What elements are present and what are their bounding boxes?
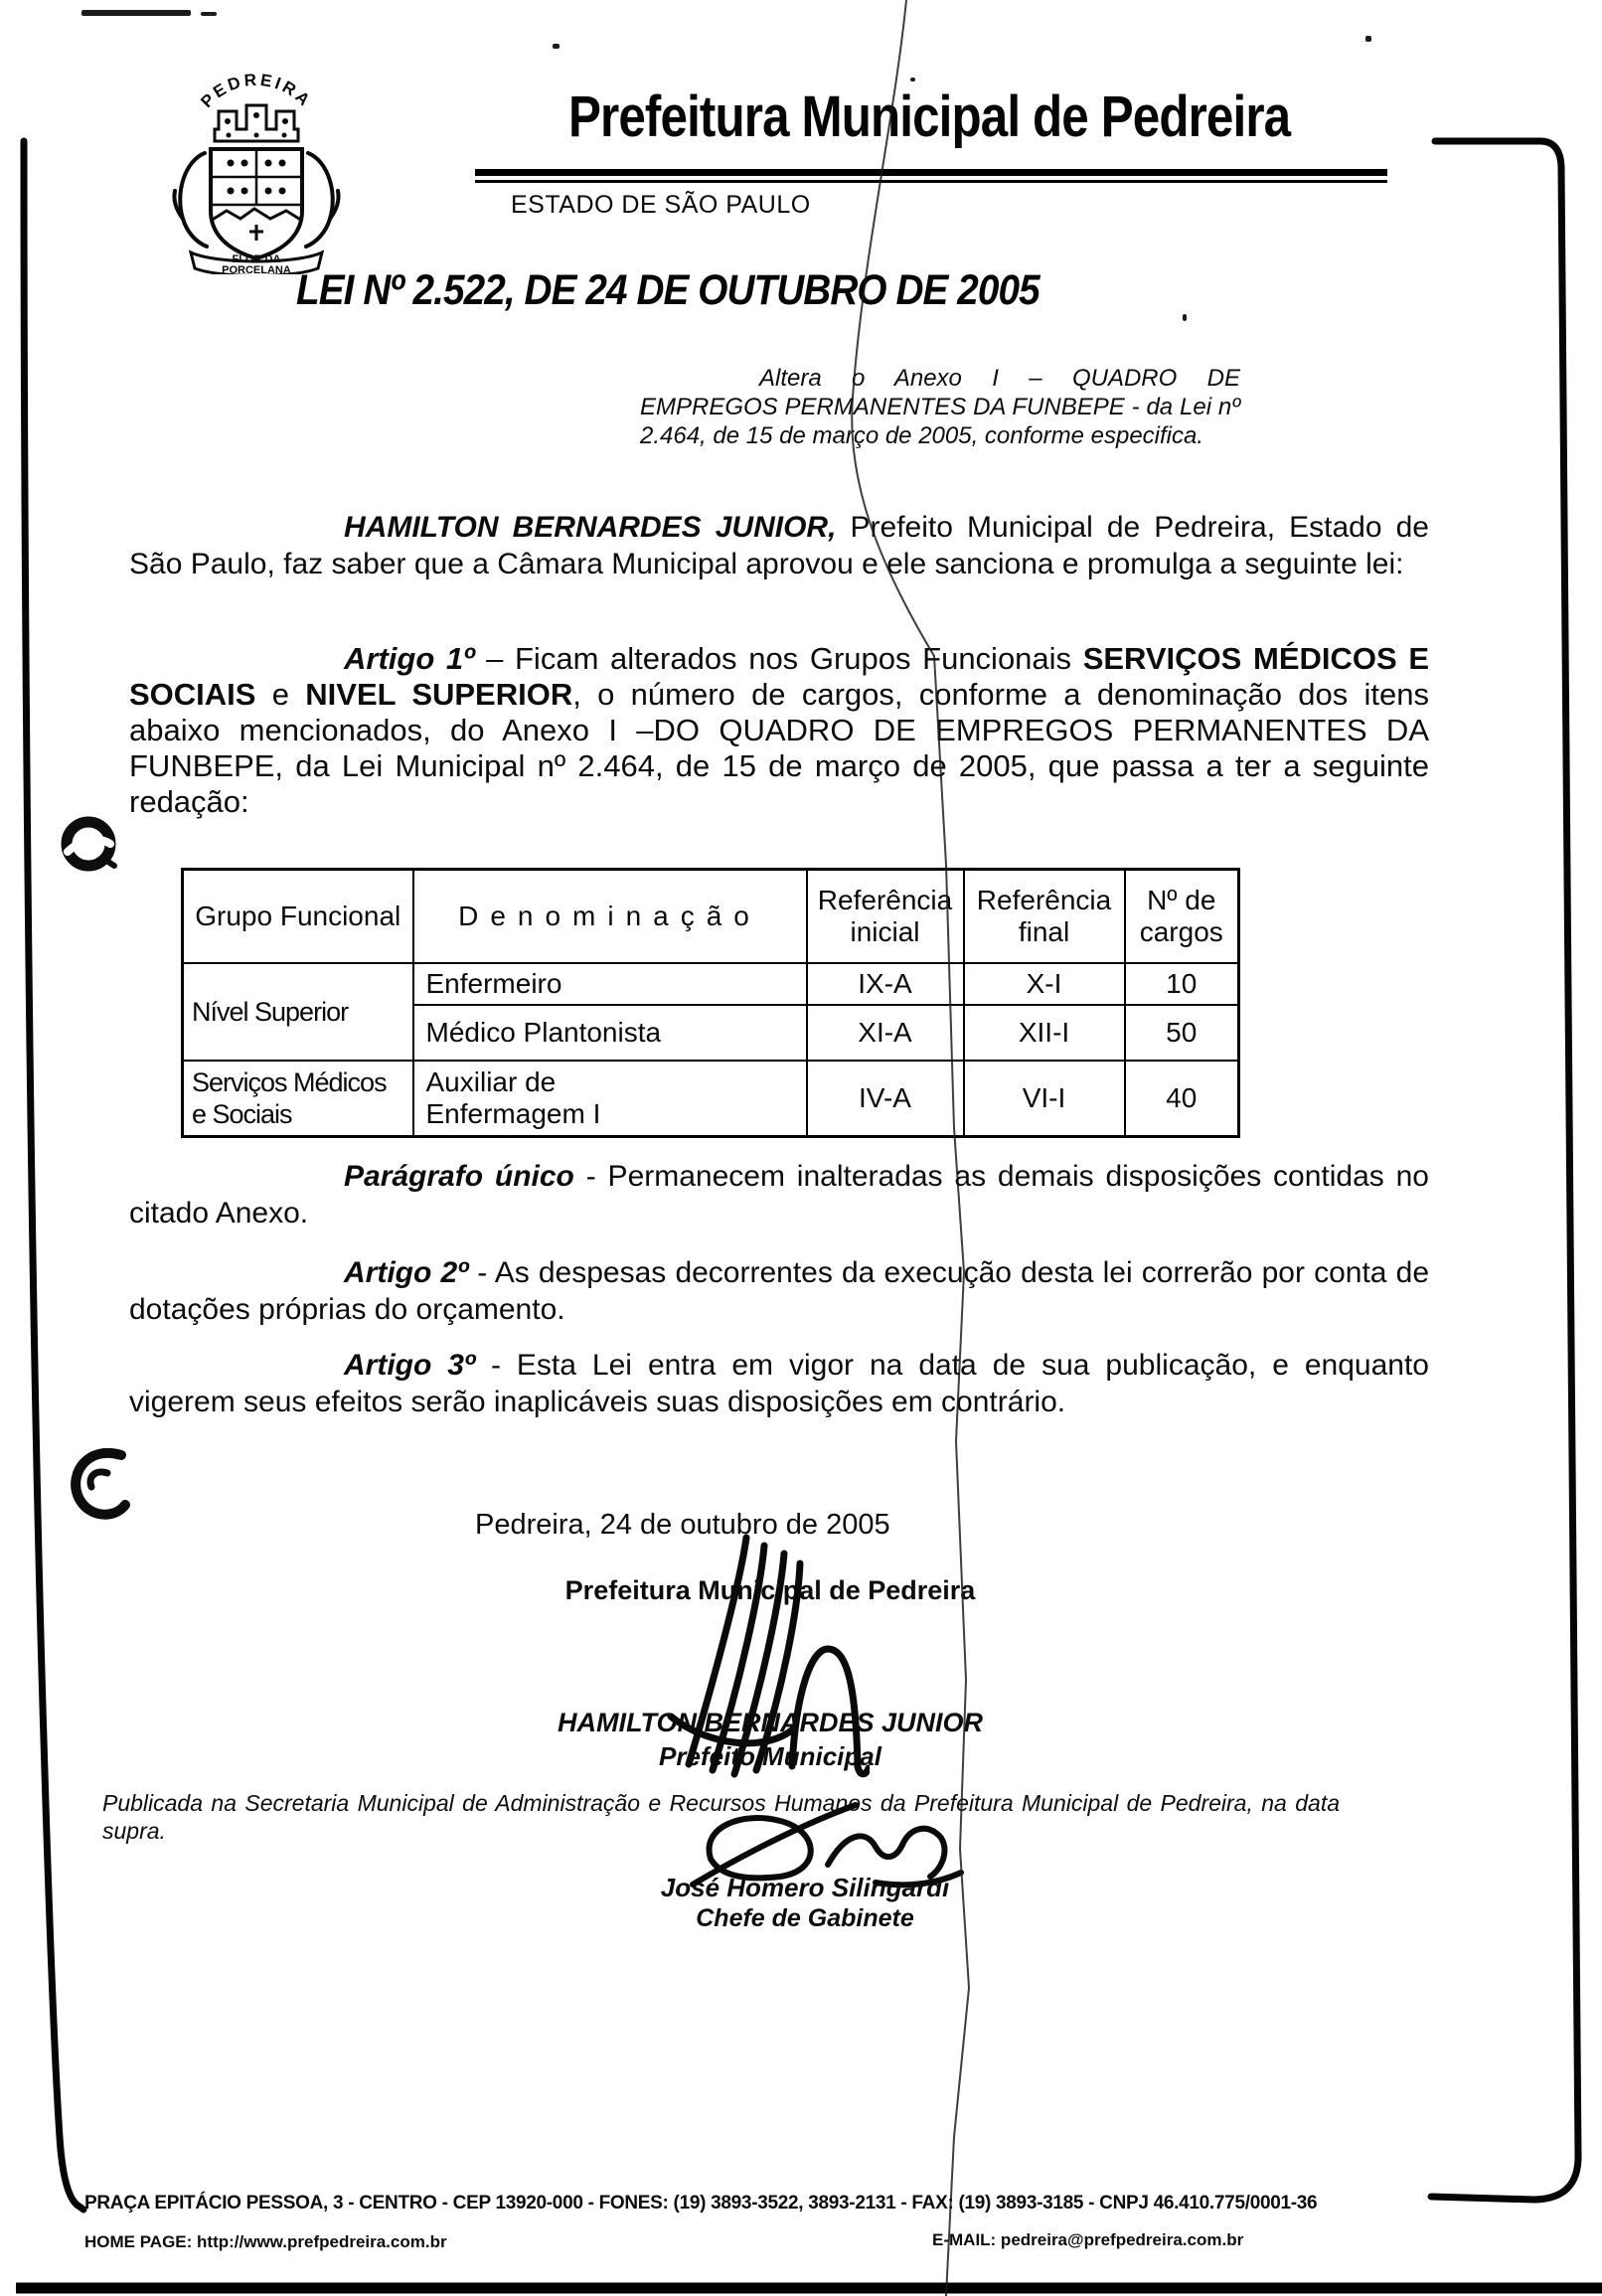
cell-ref-final: XII-I (964, 1005, 1125, 1061)
law-title: LEI Nº 2.522, DE 24 DE OUTUBRO DE 2005 (296, 266, 1040, 314)
mayor-name: HAMILTON BERNARDES JUNIOR (557, 1708, 984, 1737)
cell-grupo: Nível Superior (183, 963, 413, 1061)
page-frame-left (24, 141, 83, 2210)
title-underline-thin (475, 180, 1387, 183)
col-header-referencia-final: Referência final (964, 870, 1125, 964)
chief-of-staff-title: Chefe de Gabinete (696, 1904, 914, 1932)
cell-ref-final: VI-I (964, 1061, 1125, 1137)
preamble-paragraph: HAMILTON BERNARDES JUNIOR, Prefeito Municipal de Pedreira, Estado de São Paulo, faz saber que a Câmara Municipal aprovou e ele sanciona e promulga a seguinte lei: (129, 511, 1429, 580)
publication-note: Publicada na Secretaria Municipal de Administração e Recursos Humanos da Prefeitura Municipal de Pedreira, na data supra. (102, 1790, 1340, 1844)
state-subtitle: ESTADO DE SÃO PAULO (511, 191, 811, 219)
scan-speck (553, 44, 560, 49)
logo-motto-line1: FLOR DA (232, 253, 281, 265)
employment-table (181, 868, 1240, 1138)
table-row (183, 1061, 1239, 1137)
footer-email: E-MAIL: pedreira@prefpedreira.com.br (932, 2230, 1244, 2249)
cell-ref-inicial: IX-A (807, 963, 964, 1005)
scan-speck (1365, 36, 1371, 42)
signing-entity: Prefeitura Municipal de Pedreira (564, 1575, 976, 1605)
scan-speck (1183, 314, 1187, 321)
cell-cargos: 10 (1125, 963, 1239, 1005)
cell-grupo: Serviços Médicos e Sociais (183, 1061, 413, 1137)
chief-of-staff-name: José Homero Silingardi (660, 1873, 950, 1902)
table-header-row (183, 870, 1239, 964)
dateline: Pedreira, 24 de outubro de 2005 (475, 1509, 890, 1541)
coat-of-arms-icon (147, 64, 366, 274)
logo-motto-line2: PORCELANA (222, 264, 291, 274)
scan-artifact-dash (201, 12, 217, 16)
col-header-num-cargos: Nº de cargos (1125, 870, 1239, 964)
footer-homepage: HOME PAGE: http://www.prefpedreira.com.br (84, 2232, 447, 2251)
scan-speck (910, 78, 915, 82)
ink-stain-icon (68, 1443, 131, 1525)
cell-ref-inicial: XI-A (807, 1005, 964, 1061)
col-header-grupo-funcional: Grupo Funcional (183, 870, 413, 964)
law-summary: Altera o Anexo I – QUADRO DE EMPREGOS PERMANENTES DA FUNBEPE - da Lei nº 2.464, de 15 de março de 2005, conforme especifica. (640, 365, 1240, 449)
cell-ref-final: X-I (964, 963, 1125, 1005)
mural-crown-icon (215, 105, 298, 141)
page-title: Prefeitura Municipal de Pedreira (568, 84, 1291, 149)
cell-ref-inicial: IV-A (807, 1061, 964, 1137)
col-header-denominacao: Denominação (413, 870, 807, 964)
scan-artifact-dash (81, 10, 191, 16)
title-underline-thick (475, 169, 1387, 176)
cell-denominacao: Auxiliar de Enfermagem I (413, 1061, 807, 1137)
sole-paragraph: Parágrafo único - Permanecem inalteradas as demais disposições contidas no citado Anexo. (129, 1160, 1429, 1230)
cell-cargos: 50 (1125, 1005, 1239, 1061)
page-frame-right (1431, 141, 1578, 2200)
mayor-title: Prefeito Municipal (659, 1741, 881, 1771)
cell-denominacao: Médico Plantonista (413, 1005, 807, 1061)
article-3-paragraph: Artigo 3º - Esta Lei entra em vigor na data de sua publicação, e enquanto vigerem seus efeitos serão inaplicáveis suas disposições em contrário. (129, 1349, 1429, 1418)
cell-denominacao: Enfermeiro (413, 963, 807, 1005)
scan-fold-line (852, 0, 969, 2296)
ink-stain-icon (60, 815, 117, 873)
logo-crown-text: PEDREIRA (197, 70, 316, 112)
cell-cargos: 40 (1125, 1061, 1239, 1137)
table-row (183, 963, 1239, 1005)
article-1-paragraph: Artigo 1º – Ficam alterados nos Grupos Funcionais SERVIÇOS MÉDICOS E SOCIAIS e NIVEL SUPERIOR, o número de cargos, conforme a denominação dos itens abaixo mencionados, do Anexo I –DO QUADRO DE EMPREGOS PERMANENTES DA FUNBEPE, da Lei Municipal nº 2.464, de 15 de março de 2005, que passa a ter a seguinte redação: (129, 641, 1429, 819)
shield-icon (211, 149, 302, 258)
footer-address: PRAÇA EPITÁCIO PESSOA, 3 - CENTRO - CEP 13920-000 - FONES: (19) 3893-3522, 3893-2131 - FAX: (19) 3893-3185 - CNPJ 46.410.775/0001-36 (84, 2193, 1318, 2214)
article-2-paragraph: Artigo 2º - As despesas decorrentes da execução desta lei correrão por conta de dotações próprias do orçamento. (129, 1256, 1430, 1326)
col-header-referencia-inicial: Referência inicial (807, 870, 964, 964)
